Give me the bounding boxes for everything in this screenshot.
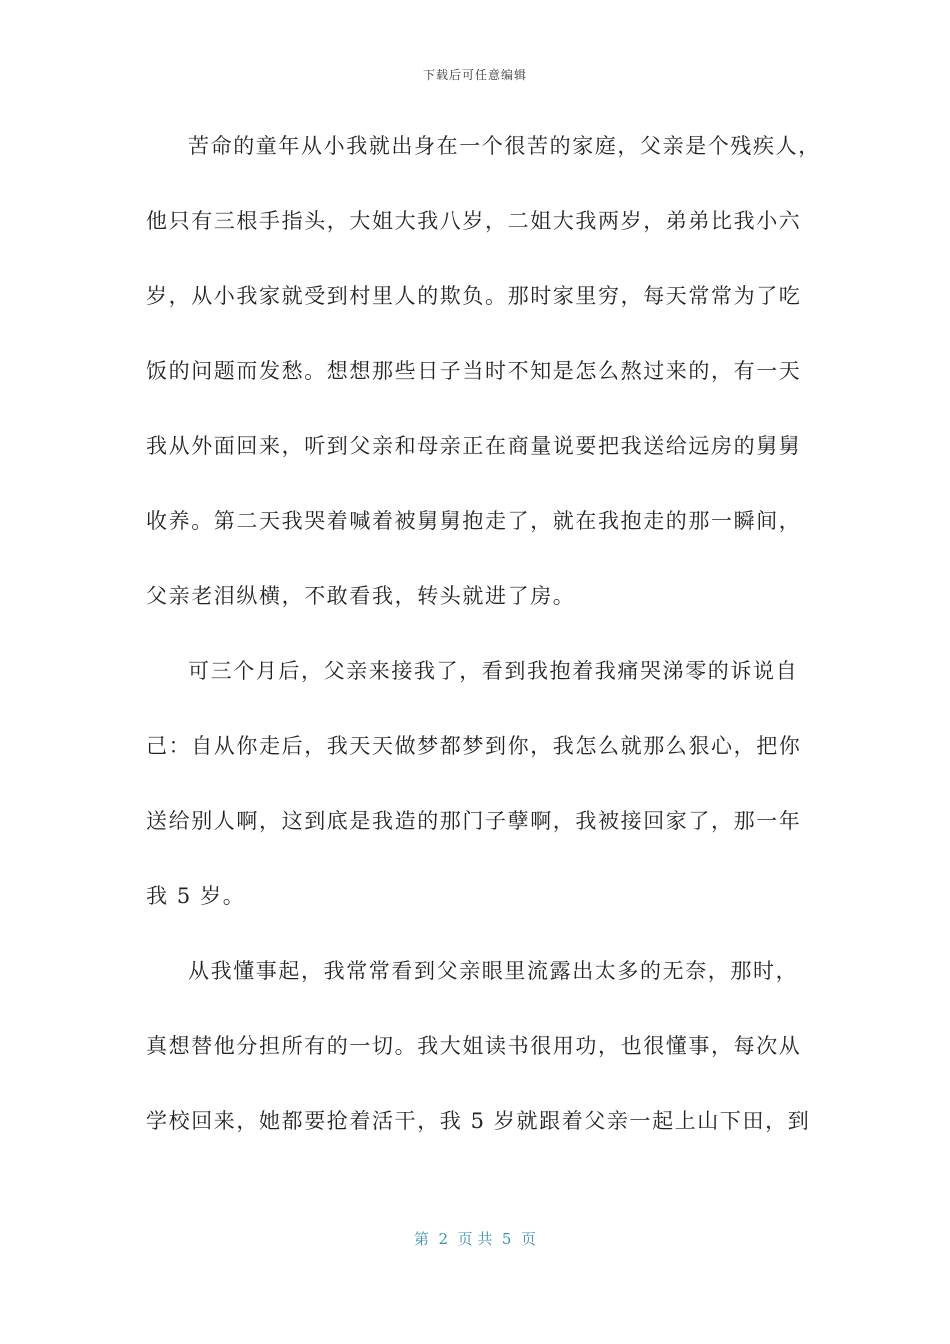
text-line: 收养。第二天我哭着喊着被舅舅抱走了，就在我抱走的那一瞬间，	[146, 509, 802, 533]
document-body	[146, 118, 821, 1168]
text-line: 苦命的童年从小我就出身在一个很苦的家庭，父亲是个残疾人，	[188, 134, 821, 158]
text-line: 他只有三根手指头，大姐大我八岁，二姐大我两岁，弟弟比我小六	[146, 209, 802, 233]
text-line: 可三个月后，父亲来接我了，看到我抱着我痛哭涕零的诉说自	[188, 659, 799, 683]
page-number-footer: 第 2 页 共 5 页	[414, 1230, 536, 1248]
text-line: 真想替他分担所有的一切。我大姐读书很用功，也很懂事，每次从	[146, 1034, 802, 1058]
text-line: 岁，从小我家就受到村里人的欺负。那时家里穷，每天常常为了吃	[146, 284, 802, 308]
text-line: 父亲老泪纵横，不敢看我，转头就进了房。	[146, 584, 576, 608]
download-note: 下载后可任意编辑	[422, 68, 527, 82]
text-line: 我 5 岁。	[146, 884, 246, 908]
text-line: 己：自从你走后，我天天做梦都梦到你，我怎么就那么狠心，把你	[146, 734, 802, 758]
text-line: 学校回来，她都要抢着活干，我 5 岁就跟着父亲一起上山下田，到	[146, 1109, 811, 1133]
text-line: 我从外面回来，听到父亲和母亲正在商量说要把我送给远房的舅舅	[146, 434, 802, 458]
text-line: 从我懂事起，我常常看到父亲眼里流露出太多的无奈，那时，	[188, 959, 799, 983]
text-line: 送给别人啊，这到底是我造的那门子孽啊，我被接回家了，那一年	[146, 809, 802, 833]
text-line: 饭的问题而发愁。想想那些日子当时不知是怎么熬过来的，有一天	[146, 359, 802, 383]
